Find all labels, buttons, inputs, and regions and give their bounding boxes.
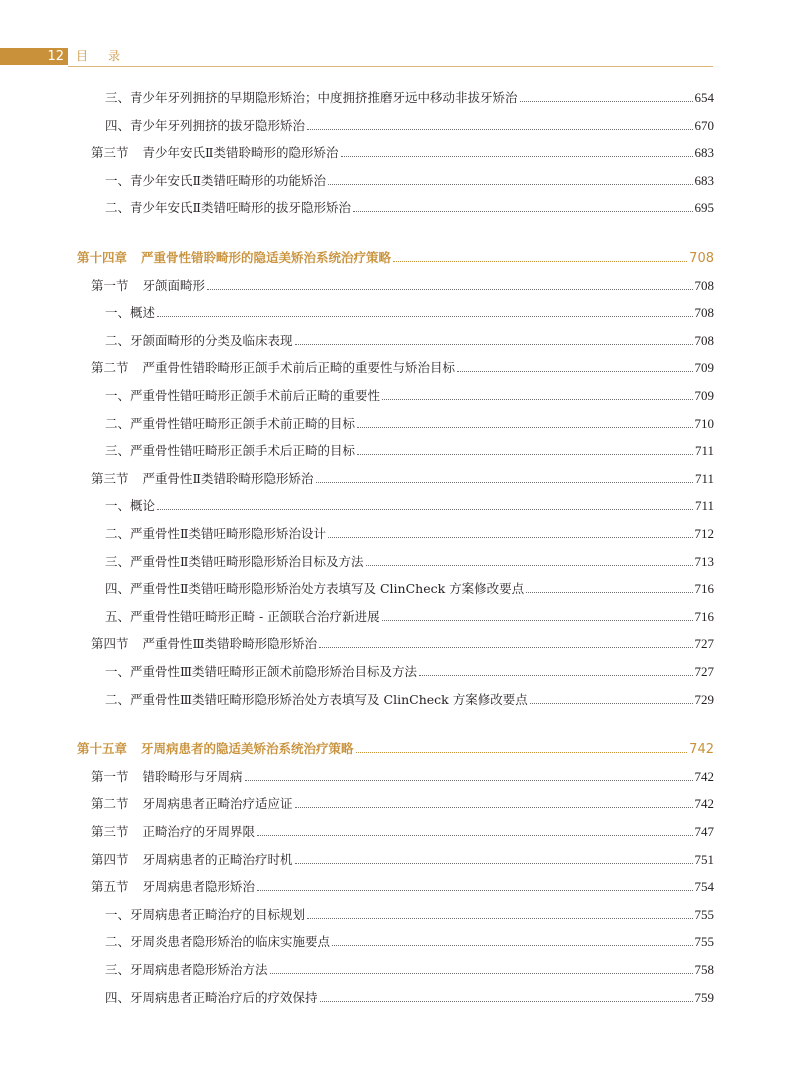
- toc-item-row[interactable]: [0, 441, 714, 461]
- toc-entry-title: [0, 469, 314, 489]
- toc-entry-title: 四、牙周病患者正畸治疗后的疗效保持: [105, 990, 318, 1005]
- dot-leader: [157, 508, 693, 510]
- toc-page-number: 712: [694, 526, 714, 541]
- toc-page-number: 755: [694, 934, 714, 949]
- toc-entry-title: [0, 739, 354, 759]
- toc-entry-number: 第四节: [91, 852, 129, 867]
- toc-entry-number: 第一节: [91, 769, 129, 784]
- page-header: [0, 46, 715, 68]
- dot-leader: [457, 370, 692, 372]
- toc-entry-title: [0, 634, 317, 654]
- toc-entry-title: 二、青少年安氏Ⅱ类错㕵畸形的拔牙隐形矫治: [105, 200, 351, 215]
- toc-page-number: 709: [694, 388, 714, 403]
- toc-entry-text: 牙周病患者正畸治疗适应证: [142, 796, 293, 811]
- toc-entry-title: [0, 143, 339, 163]
- toc-entry-text: 严重骨性Ⅲ类错聆畸形隐形矫治: [142, 636, 318, 651]
- toc-entry-number: 第四节: [91, 636, 129, 651]
- toc-item-row[interactable]: [0, 960, 714, 980]
- toc-page-number: 683: [694, 173, 714, 188]
- toc-entry-title: 五、严重骨性错㕵畸形正畸 - 正颌联合治疗新进展: [105, 609, 380, 624]
- toc-item-row[interactable]: [0, 988, 714, 1008]
- toc-entry-title: 一、概论: [105, 498, 156, 513]
- toc-page-number: 716: [694, 581, 714, 596]
- dot-leader: [520, 100, 693, 102]
- toc-entry-number: 第三节: [91, 824, 129, 839]
- dot-leader: [341, 155, 693, 157]
- toc-page-number: 711: [694, 471, 714, 486]
- dot-leader: [307, 917, 692, 919]
- toc-entry-text: 错聆畸形与牙周病: [142, 769, 243, 784]
- toc-entry-title: [0, 276, 205, 296]
- toc-page-number: 742: [694, 796, 714, 811]
- dot-leader: [393, 260, 687, 262]
- toc-entry-text: 严重骨性错聆畸形的隐适美矫治系统治疗策略: [141, 250, 392, 265]
- toc-item-row[interactable]: [0, 331, 714, 351]
- dot-leader: [245, 779, 693, 781]
- toc-page-number: 683: [694, 145, 714, 160]
- toc-entry-number: 第三节: [91, 471, 129, 486]
- dot-leader: [270, 972, 693, 974]
- toc-page-number: 709: [694, 360, 714, 375]
- toc-section-row[interactable]: [0, 850, 714, 870]
- dot-leader: [257, 834, 692, 836]
- toc-entry-text: 严重骨性Ⅱ类错聆畸形隐形矫治: [142, 471, 314, 486]
- dot-leader: [353, 210, 693, 212]
- toc-page-number: 711: [694, 498, 714, 513]
- toc-page-number: 716: [694, 609, 714, 624]
- toc-section-row[interactable]: [0, 794, 714, 814]
- toc-entry-title: 三、青少年牙列拥挤的早期隐形矫治；中度拥挤推磨牙远中移动非拔牙矫治: [105, 90, 518, 105]
- dot-leader: [382, 619, 693, 621]
- toc-page-number: 742: [689, 742, 714, 757]
- toc-page-number: 747: [694, 824, 714, 839]
- toc-page-number: 729: [694, 692, 714, 707]
- toc-entry-text: 牙周病患者的隐适美矫治系统治疗策略: [141, 741, 354, 756]
- toc-page-number: 711: [694, 443, 714, 458]
- toc-entry-number: 第十四章: [77, 250, 128, 265]
- toc-section-row[interactable]: [0, 276, 714, 296]
- toc-page-number: 654: [694, 90, 714, 105]
- dot-leader: [366, 564, 693, 566]
- toc-entry-text: 严重骨性错聆畸形正颌手术前后正畸的重要性与矫治目标: [142, 360, 456, 375]
- dot-leader: [419, 674, 692, 676]
- header-rule: [68, 66, 713, 67]
- toc-section-row[interactable]: [0, 877, 714, 897]
- toc-item-row[interactable]: [0, 116, 714, 136]
- toc-item-row[interactable]: [0, 662, 714, 682]
- toc-entry-title: 三、牙周病患者隐形矫治方法: [105, 962, 268, 977]
- toc-chapter-row[interactable]: [0, 739, 714, 759]
- toc-entry-title: 三、严重骨性Ⅱ类错㕵畸形隐形矫治目标及方法: [105, 554, 364, 569]
- toc-page-number: 695: [694, 200, 714, 215]
- toc-page-number: 713: [694, 554, 714, 569]
- toc-entry-title: 四、青少年牙列拥挤的拔牙隐形矫治: [105, 118, 306, 133]
- page-number-badge: 12: [0, 48, 68, 65]
- toc-page-number: 751: [694, 852, 714, 867]
- toc-entry-title: 二、严重骨性Ⅱ类错㕵畸形隐形矫治设计: [105, 526, 326, 541]
- toc-entry-title: 四、严重骨性Ⅱ类错㕵畸形隐形矫治处方表填写及 ClinCheck 方案修改要点: [105, 581, 525, 596]
- toc-page-number: 759: [694, 990, 714, 1005]
- toc-section-row[interactable]: [0, 634, 714, 654]
- dot-leader: [526, 591, 692, 593]
- toc-item-row[interactable]: [0, 303, 714, 323]
- toc-entry-title: 二、牙周炎患者隐形矫治的临床实施要点: [105, 934, 331, 949]
- dot-leader: [382, 398, 692, 400]
- toc-page-number: 742: [694, 769, 714, 784]
- toc-section-row[interactable]: [0, 822, 714, 842]
- toc-entry-title: 一、概述: [105, 305, 156, 320]
- toc-entry-title: 一、严重骨性Ⅲ类错㕵畸形正颌术前隐形矫治目标及方法: [105, 664, 418, 679]
- dot-leader: [157, 315, 692, 317]
- toc-entry-number: 第一节: [91, 278, 129, 293]
- toc-item-row[interactable]: [0, 496, 714, 516]
- toc-item-row[interactable]: [0, 607, 714, 627]
- dot-leader: [307, 128, 692, 130]
- toc-entry-number: 第五节: [91, 879, 129, 894]
- toc-page-number: 708: [689, 251, 714, 266]
- toc-entry-number: 第三节: [91, 145, 129, 160]
- toc-chapter-row[interactable]: [0, 248, 714, 268]
- toc-entry-title: [0, 767, 243, 787]
- dot-leader: [316, 481, 693, 483]
- toc-entry-text: 牙周病患者的正畸治疗时机: [142, 852, 293, 867]
- dot-leader: [357, 426, 692, 428]
- toc-page-number: 708: [694, 333, 714, 348]
- toc-entry-text: 青少年安氏Ⅱ类错聆畸形的隐形矫治: [142, 145, 339, 160]
- toc-entry-text: 牙颌面畸形: [142, 278, 206, 293]
- toc-entry-title: [0, 248, 391, 268]
- toc-entry-title: 一、严重骨性错㕵畸形正颌手术前后正畸的重要性: [105, 388, 381, 403]
- toc-entry-text: 正畸治疗的牙周界限: [142, 824, 256, 839]
- dot-leader: [257, 889, 692, 891]
- toc-entry-title: [0, 794, 293, 814]
- dot-leader: [319, 646, 692, 648]
- dot-leader: [332, 944, 692, 946]
- toc-section-row[interactable]: [0, 358, 714, 378]
- toc-entry-number: 第二节: [91, 796, 129, 811]
- toc-entry-title: [0, 822, 255, 842]
- toc-entry-number: 第二节: [91, 360, 129, 375]
- toc-page-number: 755: [694, 907, 714, 922]
- dot-leader: [320, 1000, 693, 1002]
- toc-page-number: 758: [694, 962, 714, 977]
- dot-leader: [530, 702, 693, 704]
- header-title: 目录: [76, 49, 141, 63]
- toc-entry-title: 一、牙周病患者正畸治疗的目标规划: [105, 907, 306, 922]
- toc-page-number: 754: [694, 879, 714, 894]
- toc-section-row[interactable]: [0, 469, 714, 489]
- dot-leader: [295, 806, 693, 808]
- toc-item-row[interactable]: [0, 198, 714, 218]
- toc-page-number: 708: [694, 305, 714, 320]
- toc-item-row[interactable]: [0, 414, 714, 434]
- toc-page-number: 710: [694, 416, 714, 431]
- toc-entry-title: 一、青少年安氏Ⅱ类错㕵畸形的功能矫治: [105, 173, 326, 188]
- toc-section-row[interactable]: [0, 767, 714, 787]
- toc-page-number: 708: [694, 278, 714, 293]
- dot-leader: [328, 536, 693, 538]
- toc-entry-title: 三、严重骨性错㕵畸形正颌手术后正畸的目标: [105, 443, 356, 458]
- toc-entry-title: [0, 877, 255, 897]
- toc-item-row[interactable]: [0, 905, 714, 925]
- dot-leader: [328, 183, 693, 185]
- dot-leader: [356, 751, 688, 753]
- dot-leader: [295, 862, 693, 864]
- toc-item-row[interactable]: [0, 579, 714, 599]
- toc-page-number: 727: [694, 636, 714, 651]
- toc-entry-title: 二、严重骨性Ⅲ类错㕵畸形隐形矫治处方表填写及 ClinCheck 方案修改要点: [105, 692, 528, 707]
- toc-item-row[interactable]: [0, 88, 714, 108]
- toc-item-row[interactable]: [0, 171, 714, 191]
- dot-leader: [295, 343, 693, 345]
- toc-item-row[interactable]: [0, 552, 714, 572]
- toc-entry-title: [0, 358, 455, 378]
- toc-item-row[interactable]: [0, 932, 714, 952]
- toc-entry-title: [0, 850, 293, 870]
- toc-item-row[interactable]: [0, 386, 714, 406]
- toc-entry-title: 二、牙颌面畸形的分类及临床表现: [105, 333, 293, 348]
- toc-item-row[interactable]: [0, 524, 714, 544]
- toc-page-number: 670: [694, 118, 714, 133]
- dot-leader: [357, 453, 693, 455]
- toc-entry-number: 第十五章: [77, 741, 128, 756]
- toc-page-number: 727: [694, 664, 714, 679]
- dot-leader: [207, 288, 692, 290]
- toc-item-row[interactable]: [0, 690, 714, 710]
- toc-section-row[interactable]: [0, 143, 714, 163]
- toc-entry-title: 二、严重骨性错㕵畸形正颌手术前正畸的目标: [105, 416, 356, 431]
- toc-entry-text: 牙周病患者隐形矫治: [142, 879, 256, 894]
